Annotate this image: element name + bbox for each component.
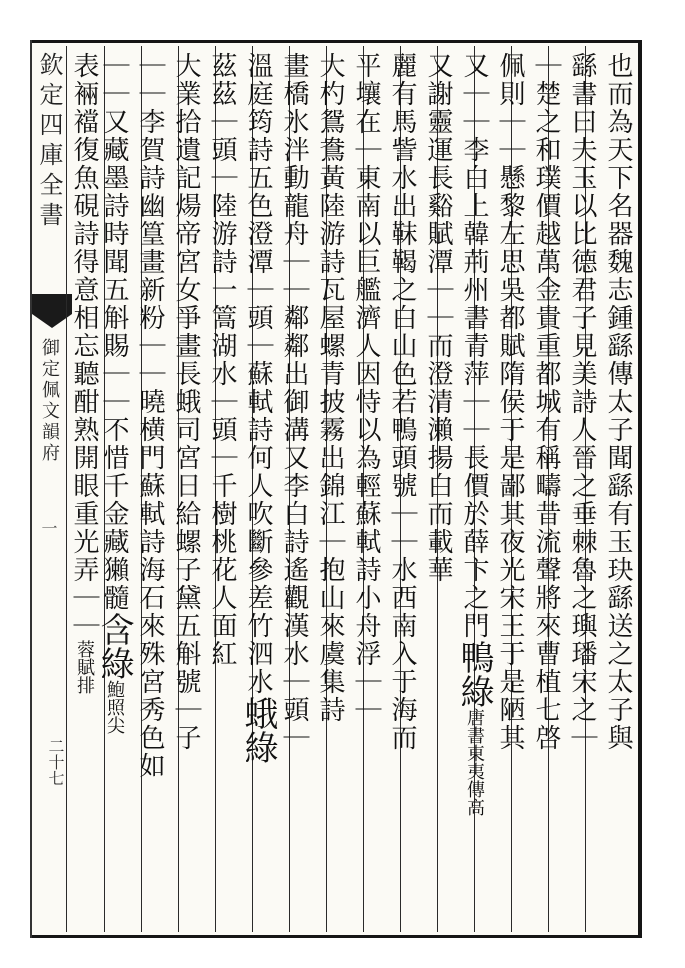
bottom-border	[30, 935, 642, 938]
text-column-4	[494, 52, 526, 922]
text-column-10	[278, 52, 310, 922]
annotation-text: 唐書東夷傳高	[464, 708, 485, 816]
column-text: 大杓鴛鴦黃陸游詩瓦屋螺青披霧出錦江｜抱山來虞集詩	[315, 52, 345, 724]
text-column-9	[314, 52, 346, 922]
column-text: 表裲襠復魚硯詩得意相忘聽酣熟開眼重光弄｜｜	[69, 52, 99, 640]
column-text: 又謝靈運長谿賦潭｜｜而澄清瀨揚白而載華	[423, 52, 453, 584]
column-text: 茲茲｜頭｜陸游詩一篙湖水｜頭｜千樹桃花人面紅	[207, 52, 237, 668]
headword: 含綠	[94, 612, 134, 680]
text-column-6	[422, 52, 454, 922]
column-text: ｜楚之和璞價越萬金貴重都城有稱疇昔流聲將來曹植七啓	[531, 52, 561, 752]
column-text: 麗有馬訾水出靺鞨之白山色若鴨頭號｜｜水西南入于海而	[387, 52, 417, 752]
text-column-3	[530, 52, 562, 922]
column-text: ｜｜又藏墨詩時聞五斛賜｜｜不惜千金藏獺髓	[99, 52, 129, 612]
column-text: 繇書曰夫玉以比德君子見美詩人晉之垂棘魯之璵璠宋之｜	[567, 52, 597, 752]
column-text: 也而為天下名器魏志鍾繇傳太子聞繇有玉玦繇送之太子與	[603, 52, 633, 752]
text-column-12	[206, 52, 238, 922]
column-text: 大業拾遺記煬帝宮女爭畫長蛾司宮日給螺子黛五斛號｜子	[171, 52, 201, 752]
headword: 蛾綠	[238, 696, 278, 764]
left-border	[30, 40, 32, 938]
column-text: 又｜｜李白上韓荊州書青萍｜｜長價於薛卞之門	[459, 52, 489, 640]
column-text: 溫庭筠詩五色澄潭｜頭｜蘇軾詩何人吹斷參差竹泗水	[243, 52, 273, 696]
text-column-13	[170, 52, 202, 922]
right-border	[638, 40, 642, 938]
book-subtitle: 御定佩文韻府	[39, 338, 60, 464]
top-border	[30, 40, 642, 43]
page-number: 二十七	[46, 738, 65, 786]
text-column-7	[386, 52, 418, 922]
text-column-5	[454, 52, 494, 922]
annotation-text: 鮑照尖	[104, 680, 125, 734]
column-text: 畫橋氷泮動龍舟｜｜鄰鄰出御溝又李白詩遙觀漢水｜頭｜	[279, 52, 309, 752]
column-text: 平壤在｜東南以巨艦濟人因恃以為輕蘇軾詩小舟浮｜｜	[351, 52, 381, 724]
book-title: 欽定四庫全書	[35, 52, 63, 232]
text-column-2	[566, 52, 598, 922]
text-column-16	[68, 52, 100, 922]
text-column-15	[94, 52, 134, 922]
annotation-text: 蓉賦排	[74, 640, 95, 694]
text-column-11	[238, 52, 278, 922]
column-text: ｜｜李賀詩幽篁畫新粉｜｜曉横門蘇軾詩海石來殊宮秀色如	[135, 52, 165, 780]
headword: 鴨綠	[454, 640, 494, 708]
edge-mark: 一	[39, 520, 58, 536]
edge-rule	[66, 46, 67, 932]
text-column-8	[350, 52, 382, 922]
column-text: 佩則｜｜懸黎左思吳都賦隋侯于是鄙其夜光宋王于是陋其	[495, 52, 525, 752]
text-column-14	[134, 52, 166, 922]
text-column-1	[602, 52, 634, 922]
